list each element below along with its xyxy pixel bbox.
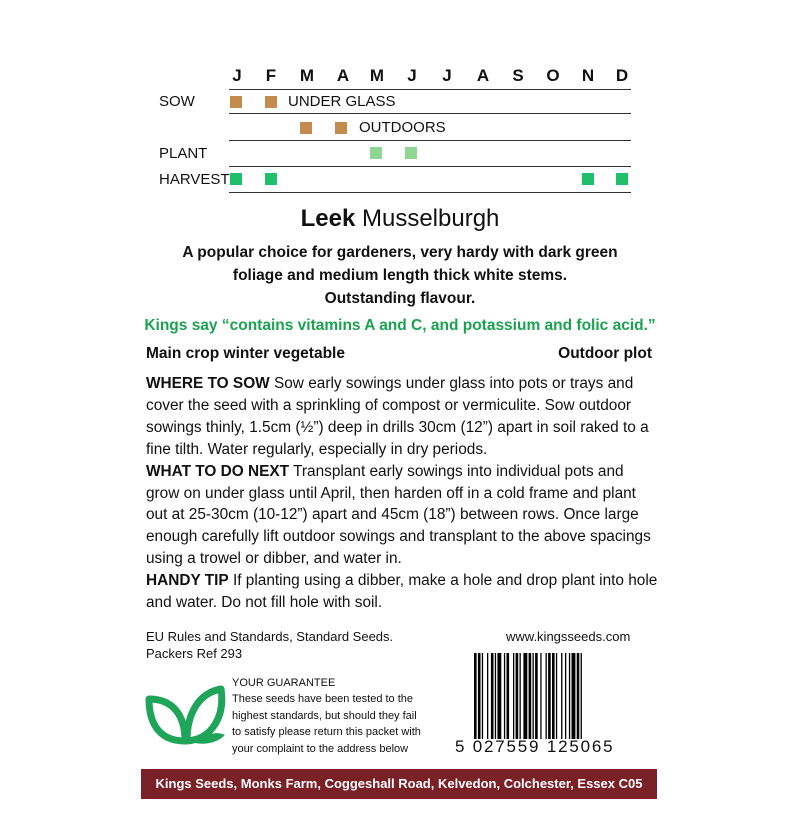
guarantee-line: highest standards, but should they fail: [232, 709, 417, 722]
month-aug: A: [476, 66, 490, 85]
leaf-logo-icon: [145, 683, 227, 745]
product-description: [130, 241, 670, 310]
row-label-plant: PLANT: [159, 145, 208, 162]
handy-tip-text: If planting using a dibber, make a hole and drop plant into hole and water. Do not fill hole with soil.: [146, 572, 658, 612]
handy-tip-section: [146, 570, 658, 614]
guarantee-line: to satisfy please return this packet with: [232, 726, 421, 739]
where-to-sow-section: [146, 373, 658, 461]
under-glass-label: UNDER GLASS: [288, 93, 396, 110]
month-jul: J: [442, 66, 452, 85]
footer-address-bar: Kings Seeds, Monks Farm, Coggeshall Road, Kelvedon, Colchester, Essex C05 9PG: [141, 769, 657, 799]
month-apr: A: [336, 66, 350, 85]
what-to-do-next-section: [146, 461, 658, 571]
barcode-number: 5 027559 125065: [455, 737, 615, 756]
month-jan: J: [232, 66, 242, 85]
sow-marker-mar: [300, 122, 312, 134]
row-label-sow: SOW: [159, 93, 195, 110]
product-name-bold: Leek: [300, 205, 356, 232]
what-to-do-next-text: Transplant early sowings into individual pots and grow on under glass until April, then harden off in a cold frame and plant out at 25-30cm (10-12”) apart and 45cm (18”) between rows. Once large enough carefully lift outdoor sowings and transplant to the above spacings using a trowel or dibber, and water in.: [146, 462, 651, 568]
what-to-do-next-heading: WHAT TO DO NEXT: [146, 462, 290, 480]
guarantee-heading: YOUR GUARANTEE: [232, 677, 336, 689]
month-jun: J: [407, 66, 417, 85]
sow-marker-jan: [230, 96, 242, 108]
calendar-rule: [229, 113, 631, 114]
plant-marker-jun: [405, 147, 417, 159]
calendar-rule: [229, 89, 631, 90]
month-nov: N: [581, 66, 595, 85]
month-dec: D: [615, 66, 629, 85]
harvest-marker-jan: [230, 173, 242, 185]
month-may: M: [369, 66, 385, 85]
month-feb: F: [265, 66, 277, 85]
harvest-marker-dec: [616, 173, 628, 185]
calendar-rule: [229, 166, 631, 167]
handy-tip-heading: HANDY TIP: [146, 572, 229, 590]
guarantee-block: [232, 675, 447, 757]
where-to-sow-text: Sow early sowings under glass into pots or trays and cover the seed with a sprinkling of compost or vermiculite. Sow outdoor sowings thinly, 1.5cm (½”) deep in drills 30cm (12”) apart in soil raked to a fine tilth. Water regularly, especially in dry periods.: [146, 375, 649, 458]
description-line: foliage and medium length thick white stems.: [232, 267, 568, 284]
barcode-image: [474, 653, 646, 739]
website-link[interactable]: www.kingsseeds.com: [506, 629, 631, 644]
eu-rules-text: EU Rules and Standards, Standard Seeds.: [146, 629, 394, 644]
row-label-harvest: HARVEST: [159, 171, 230, 188]
growing-instructions: [146, 373, 658, 614]
description-line: Outstanding flavour.: [324, 290, 476, 307]
calendar-rule: [229, 192, 631, 193]
packers-ref: Packers Ref 293: [146, 646, 243, 661]
month-mar: M: [299, 66, 315, 85]
crop-type: Main crop winter vegetable: [146, 345, 345, 362]
plant-marker-may: [370, 147, 382, 159]
product-name-rest: Musselburgh: [361, 205, 500, 232]
where-to-sow-heading: WHERE TO SOW: [146, 375, 270, 392]
sow-marker-feb: [265, 96, 277, 108]
description-line: A popular choice for gardeners, very hardy with dark green: [182, 244, 618, 261]
growing-location: Outdoor plot: [558, 345, 652, 362]
harvest-marker-nov: [582, 173, 594, 185]
month-oct: O: [546, 66, 560, 85]
guarantee-line: your complaint to the address below: [232, 742, 409, 755]
sow-marker-apr: [335, 122, 347, 134]
kings-say-quote: Kings say “contains vitamins A and C, and potassium and folic acid.”: [144, 317, 656, 334]
outdoors-label: OUTDOORS: [359, 119, 446, 136]
month-sep: S: [512, 66, 524, 85]
guarantee-line: These seeds have been tested to the: [232, 693, 414, 706]
calendar-rule: [229, 140, 631, 141]
product-title: [0, 205, 800, 233]
harvest-marker-feb: [265, 173, 277, 185]
